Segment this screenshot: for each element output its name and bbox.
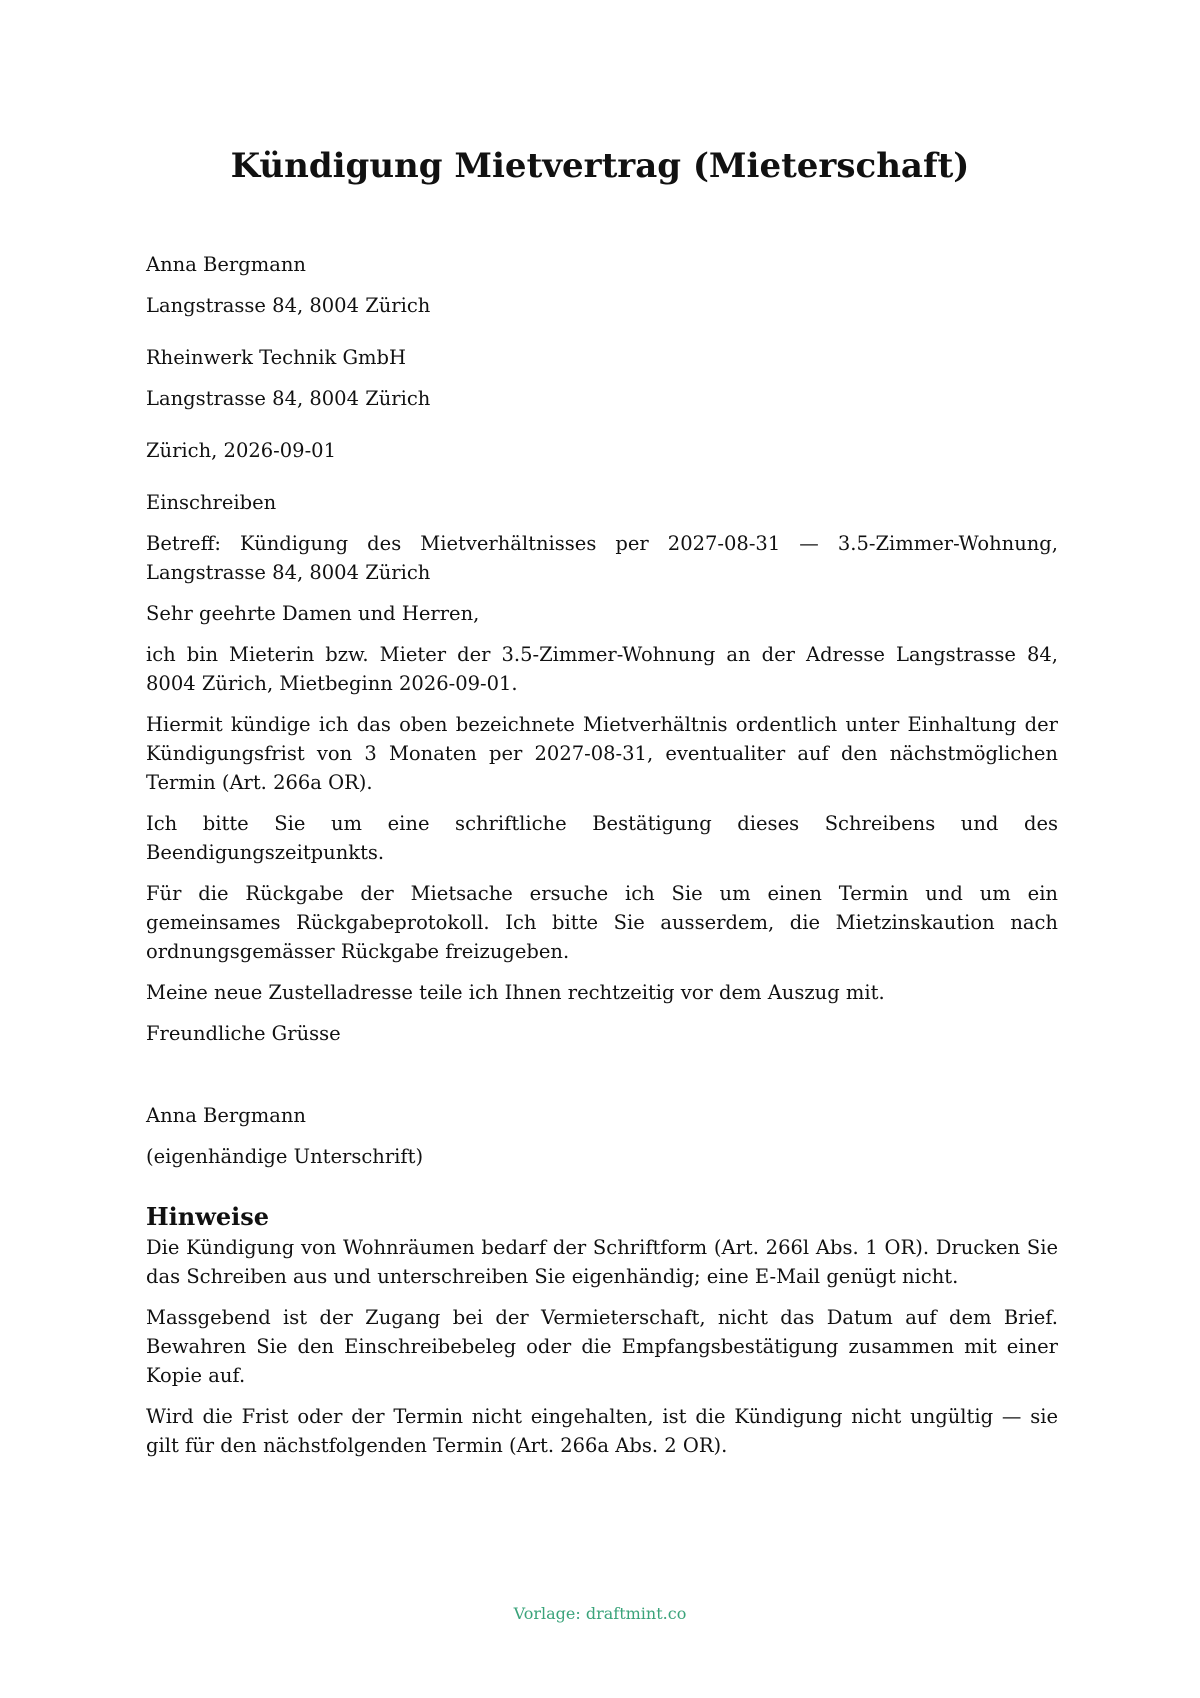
signature-name: Anna Bergmann <box>146 1104 306 1127</box>
body-paragraph: Hiermit kündige ich das oben bezeichnete Mietverhältnis ordentlich unter Einhaltung der Kündigungsfrist von 3 Monaten per 2027-08-31, eventualiter auf den nächstmöglichen Termin (Art. 266a OR). <box>146 713 1058 794</box>
note-item: Massgebend ist der Zugang bei der Vermieterschaft, nicht das Datum auf dem Brief. Bewahren Sie den Einschreibebeleg oder die Empfangsbestätigung zusammen mit einer Kopie auf. <box>146 1306 1058 1387</box>
template-footer: Vorlage: draftmint.co <box>513 1604 687 1623</box>
note-item: Wird die Frist oder der Termin nicht eingehalten, ist die Kündigung nicht ungültig — sie gilt für den nächstfolgenden Termin (Art. 266a Abs. 2 OR). <box>146 1405 1058 1457</box>
recipient-address: Langstrasse 84, 8004 Zürich <box>146 387 431 410</box>
subject-line: Betreff: Kündigung des Mietverhältnisses per 2027-08-31 — 3.5-Zimmer-Wohnung, Langstrasse 84, 8004 Zürich <box>146 532 1058 584</box>
body-paragraph: Für die Rückgabe der Mietsache ersuche ich Sie um einen Termin und um ein gemeinsames Rückgabeprotokoll. Ich bitte Sie ausserdem, die Mietzinskaution nach ordnungsgemässer Rückgabe freizugeben. <box>146 882 1058 963</box>
document-title: Kündigung Mietvertrag (Mieterschaft) <box>230 146 970 186</box>
body-paragraph: ich bin Mieterin bzw. Mieter der 3.5-Zimmer-Wohnung an der Adresse Langstrasse 84, 8004 Zürich, Mietbeginn 2026-09-01. <box>146 643 1058 695</box>
signature-note: (eigenhändige Unterschrift) <box>146 1145 424 1168</box>
note-item: Die Kündigung von Wohnräumen bedarf der Schriftform (Art. 266l Abs. 1 OR). Drucken Sie das Schreiben aus und unterschreiben Sie eigenhändig; eine E-Mail genügt nicht. <box>146 1236 1058 1288</box>
salutation: Sehr geehrte Damen und Herren, <box>146 602 480 625</box>
closing: Freundliche Grüsse <box>146 1022 341 1045</box>
body-paragraph: Meine neue Zustelladresse teile ich Ihnen rechtzeitig vor dem Auszug mit. <box>146 981 885 1004</box>
letter-body <box>146 250 1058 1460</box>
recipient-name: Rheinwerk Technik GmbH <box>146 346 407 369</box>
body-paragraph: Ich bitte Sie um eine schriftliche Bestätigung dieses Schreibens und des Beendigungszeitpunkts. <box>146 812 1058 864</box>
sender-name: Anna Bergmann <box>146 253 306 276</box>
notes-heading: Hinweise <box>146 1202 270 1231</box>
place-date: Zürich, 2026-09-01 <box>146 439 336 462</box>
sender-address: Langstrasse 84, 8004 Zürich <box>146 294 431 317</box>
delivery-method: Einschreiben <box>146 491 277 514</box>
